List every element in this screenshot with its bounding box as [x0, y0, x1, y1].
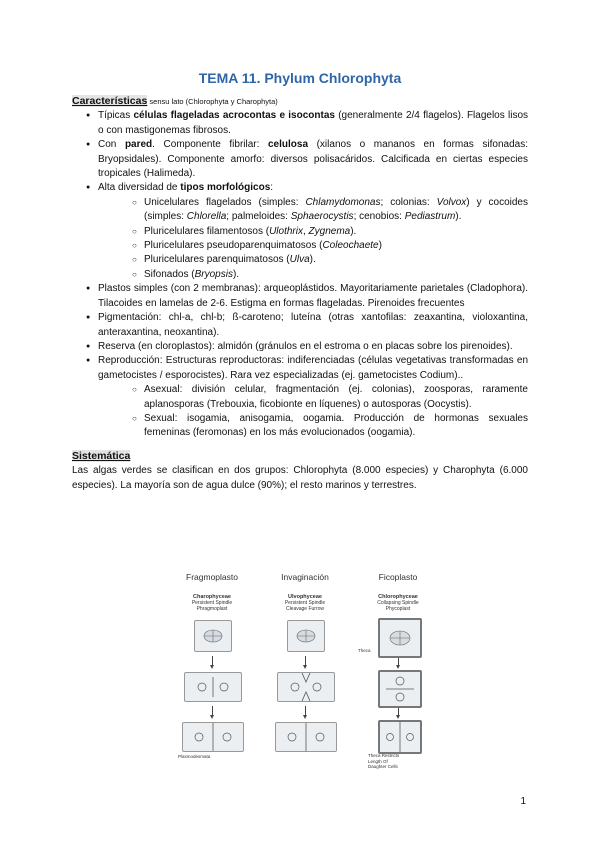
cell-drawing — [378, 670, 422, 708]
col1-label: Charophyceae Persistent Spindle Phragmoplast — [191, 594, 233, 612]
caracteristicas-subheading: sensu lato (Chlorophyta y Charophyta) — [147, 97, 278, 106]
reproduccion-sublist — [98, 383, 528, 441]
plasmodesmata-label: Plasmodesmata — [178, 754, 211, 759]
arrow-down-icon — [305, 656, 306, 666]
phycoplast-drawing — [380, 672, 420, 706]
cell-drawing — [184, 672, 242, 702]
caracteristicas-list — [72, 109, 528, 440]
spindle-drawing — [380, 620, 420, 656]
figure-heading-ficoplasto: Ficoplasto — [378, 572, 418, 582]
sublist-item: ○ Asexual: división celular, fragmentación (ej. colonias), zoosporas, raramente aplanosporas (Trebouxia, ficobionte en líquenes) o autosporas (Oocystis). — [98, 383, 528, 412]
list-item: ● Plastos simples (con 2 membranas): arqueoplástidos. Mayoritariamente parietales (Cladophora). Tilacoides en lamelas de 2-6. Estigma en formas flageladas. Pirenoides frecuentes — [72, 282, 528, 311]
list-item: ● Pigmentación: chl-a, chl-b; ß-caroteno; luteína (otras xantofilas: zeaxantina, violoxantina, anteraxantina, neoxantina). — [72, 311, 528, 340]
sublist-item: ○ Pluricelulares pseudoparenquimatosos (Coleochaete) — [98, 239, 528, 253]
cleavage-furrow-drawing — [278, 673, 334, 701]
cell-drawing — [275, 722, 337, 752]
cytokinesis-figure — [172, 572, 438, 772]
theca-restricts-note: Theca Restricts Length Of Daughter Cells — [368, 753, 400, 769]
sublist-item: ○ Unicelulares flagelados (simples: Chlamydomonas; colonias: Volvox) y cocoides (simples: Chlorella; palmeloides: Sphaerocystis; cenobios: Pediastrum). — [98, 196, 528, 225]
spindle-drawing — [195, 621, 231, 651]
page-number: 1 — [520, 796, 526, 807]
arrow-down-icon — [305, 706, 306, 716]
cell-drawing — [277, 672, 335, 702]
phragmoplast-drawing — [185, 673, 241, 701]
sublist-item: ○ Sifonados (Bryopsis). — [98, 268, 528, 282]
sublist-item: ○ Pluricelulares parenquimatosos (Ulva). — [98, 253, 528, 267]
arrow-down-icon — [212, 706, 213, 716]
caracteristicas-heading: Características — [72, 95, 148, 107]
sublist-item: ○ Pluricelulares filamentosos (Ulothrix, Zygnema). — [98, 225, 528, 239]
list-item: ● Alta diversidad de tipos morfológicos: ○ Unicelulares flagelados (simples: Chlamydomonas; colonias: Volvox) y cocoides (simples: Chlorella; palmeloides: Sphaerocystis; cenobios: Pediastrum). ○ Pluricelulares filamentosos (Ulothrix, Zygnema). ○ Pluricelulares pseudoparenquimatosos (Coleochaete) ○ Pluricelulares parenquimatosos (Ulva). ○ Sifonados (Bryopsis). — [72, 181, 528, 282]
sistematica-heading: Sistemática — [72, 449, 131, 462]
spindle-drawing — [288, 621, 324, 651]
figure-heading-fragmoplasto: Fragmoplasto — [186, 572, 238, 582]
caracteristicas-heading-line — [72, 94, 528, 109]
cell-drawing — [194, 620, 232, 652]
col2-label: Ulvophyceae Persistent Spindle Cleavage Furrow — [284, 594, 326, 612]
arrow-down-icon — [398, 708, 399, 716]
sistematica-paragraph: Las algas verdes se clasifican en dos grupos: Chlorophyta (8.000 especies) y Charophyta (6.000 especies). La mayoría son de agua dulce (90%); el resto marinos y terrestres. — [72, 465, 528, 491]
col3-label: Chlorophyceae Collapsing Spindle Phycoplast — [377, 594, 419, 612]
morfologia-sublist — [98, 196, 528, 282]
arrow-down-icon — [212, 656, 213, 666]
theca-label: Theca — [358, 648, 371, 653]
list-item: ● Con pared. Componente fibrilar: celulosa (xilanos o mananos en formas sifonadas: Bryopsidales). Componente amorfo: diversos polisacáridos. Calcificada en ciertas especies tropicales (Halimeda). — [72, 138, 528, 181]
cell-drawing — [378, 720, 422, 754]
sublist-item: ○ Sexual: isogamia, anisogamia, oogamia. Producción de hormonas sexuales femeninas (feromonas) en los más evolucionados (oogamia). — [98, 412, 528, 441]
arrow-down-icon — [398, 658, 399, 666]
cell-drawing — [378, 618, 422, 658]
figure-heading-invaginacion: Invaginación — [281, 572, 329, 582]
list-item: ● Típicas células flageladas acrocontas e isocontas (generalmente 2/4 flagelos). Flagelos lisos o con mastigonemas fibrosos. — [72, 109, 528, 138]
list-item: ● Reserva (en cloroplastos): almidón (gránulos en el estroma o en placas sobre los pirenoides). — [72, 340, 528, 354]
divided-cell-drawing — [276, 723, 336, 751]
document-page — [72, 70, 528, 493]
divided-cell-drawing — [183, 723, 243, 751]
cell-drawing — [287, 620, 325, 652]
sistematica-heading-line — [72, 449, 528, 464]
list-item: ● Reproducción: Estructuras reproductoras: indiferenciadas (células vegetativas transformadas en gametocistes / esporocistes). Rara vez especializadas (ej. gametocistes Codium).. ○ Asexual: división celular, fragmentación (ej. colonias), zoosporas, raramente aplanosporas (Trebouxia, ficobionte en líquenes) o autosporas (Oocystis). ○ Sexual: isogamia, anisogamia, oogamia. Producción de hormonas sexuales femeninas (feromonas) en los más evolucionados (oogamia). — [72, 354, 528, 440]
divided-cell-drawing — [380, 722, 420, 752]
cell-drawing — [182, 722, 244, 752]
page-title: TEMA 11. Phylum Chlorophyta — [198, 70, 402, 86]
